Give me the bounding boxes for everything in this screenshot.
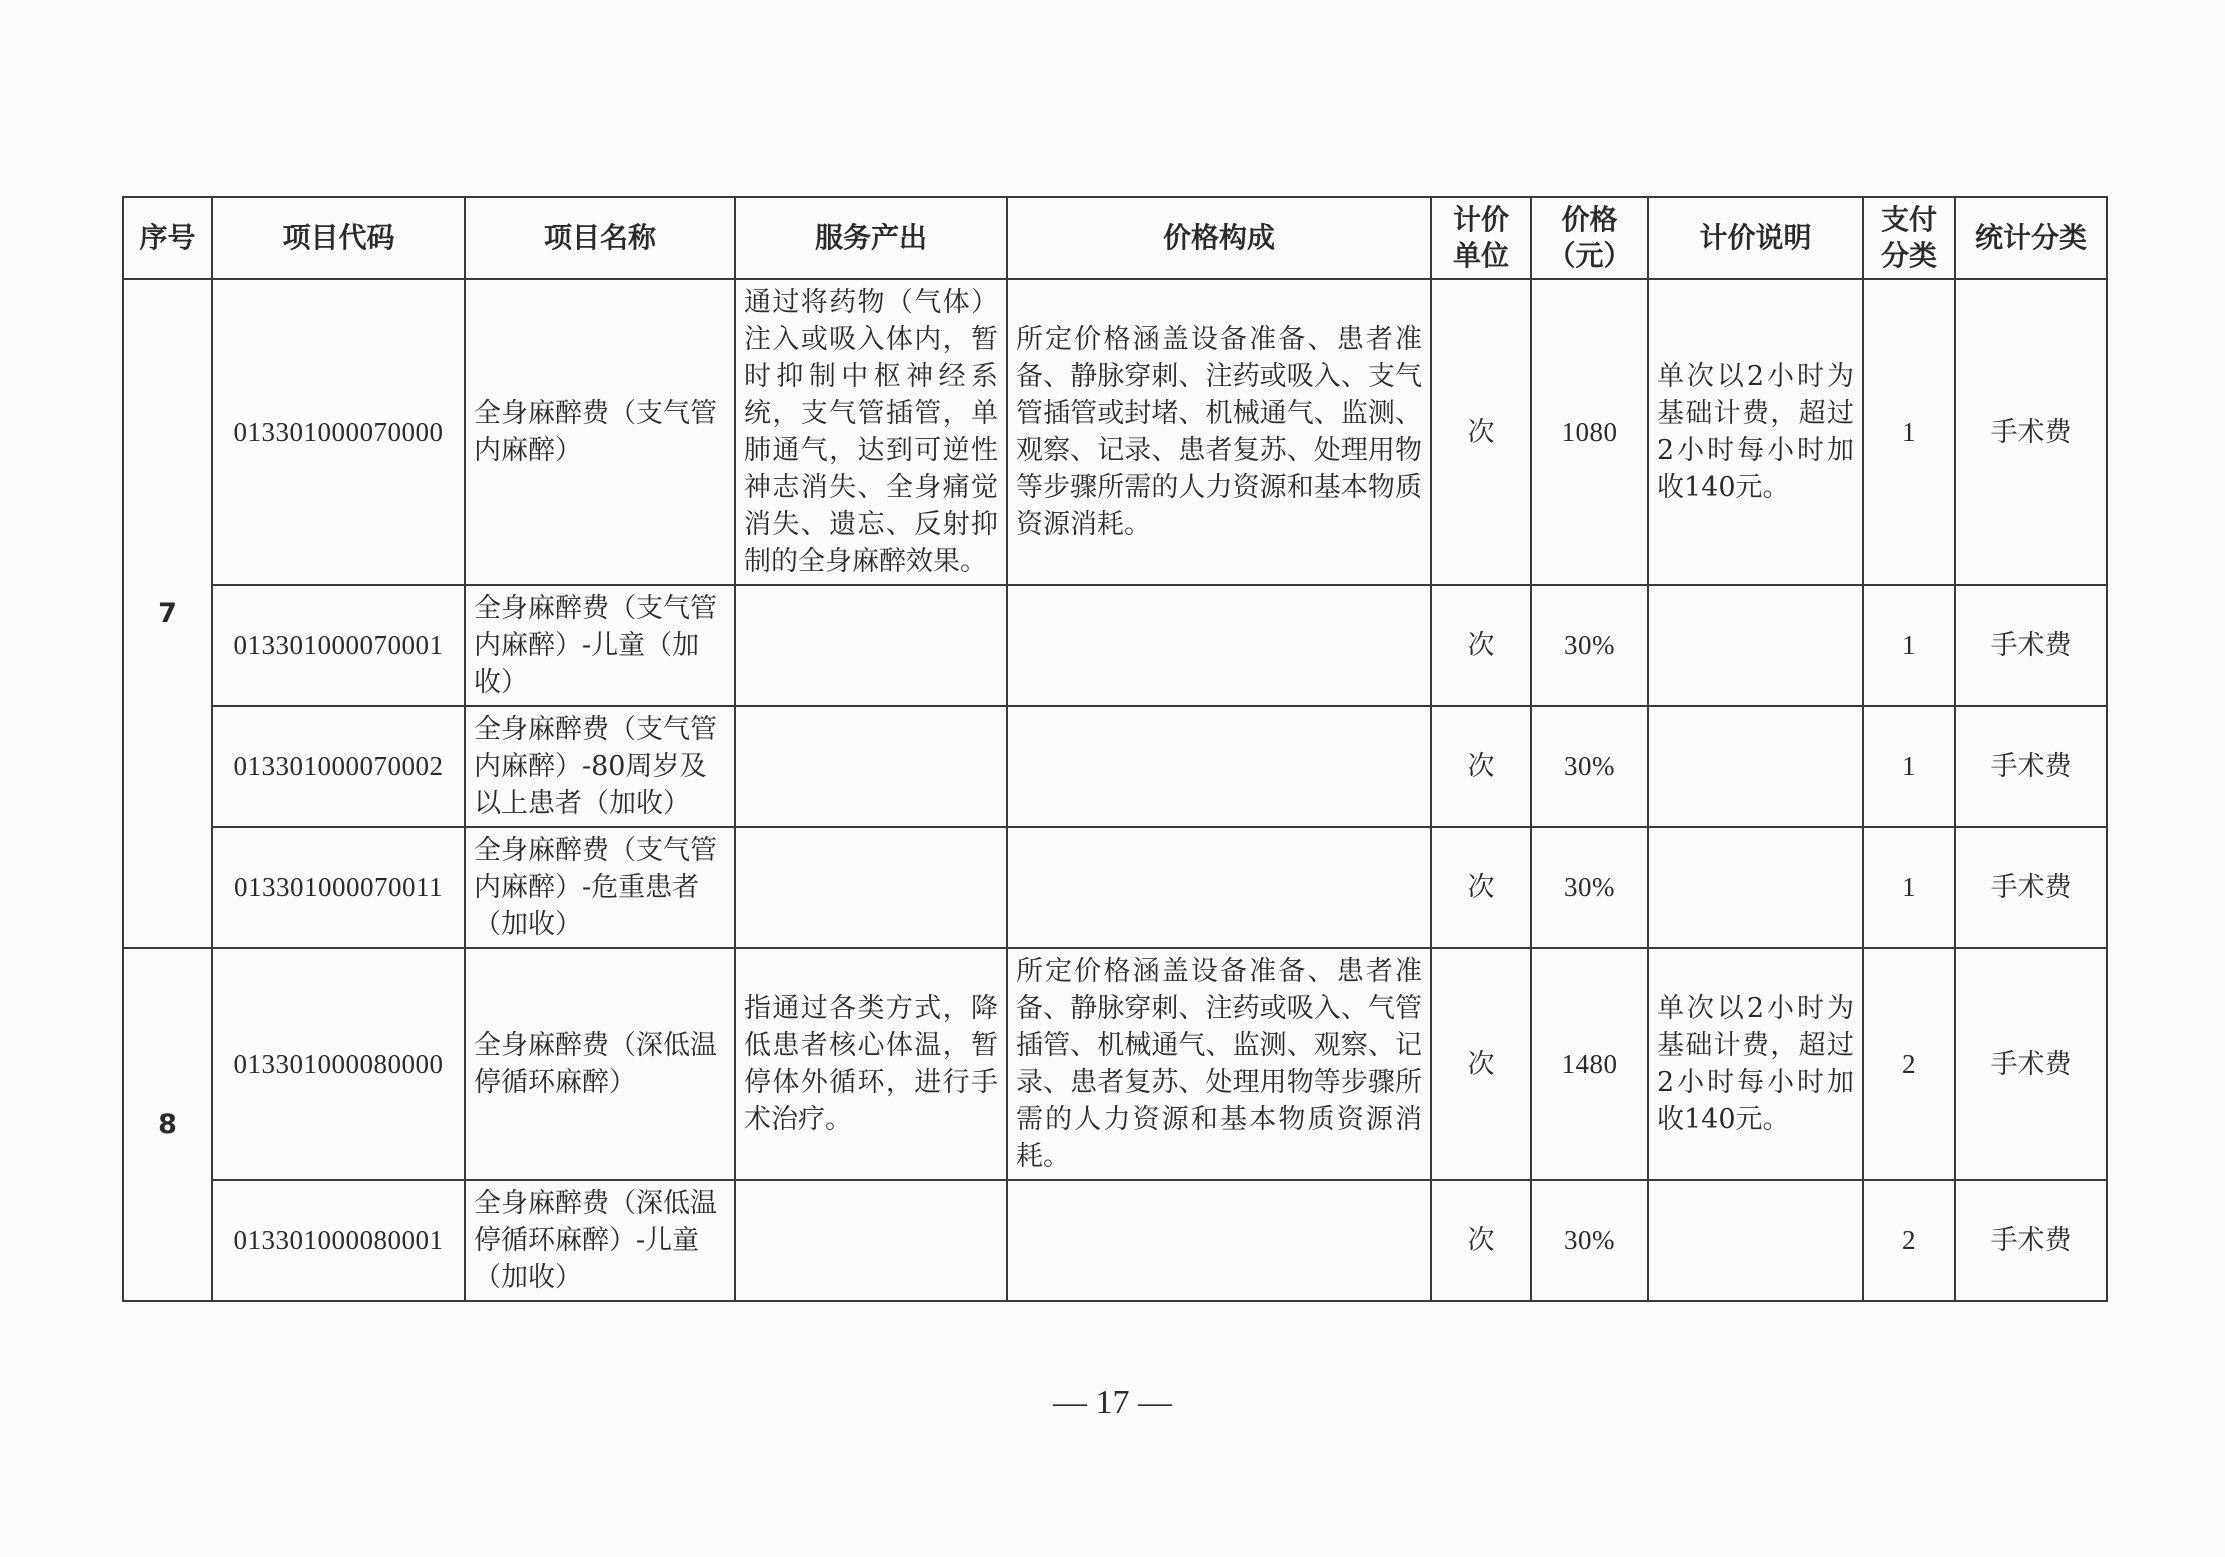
header-pay: [1863, 197, 1955, 279]
header-code: 项目代码: [212, 197, 465, 279]
header-stat: 统计分类: [1955, 197, 2107, 279]
header-price-line1: 价格: [1561, 203, 1618, 236]
stat-cell: 手术费: [1955, 948, 2107, 1180]
header-price-line2: （元）: [1547, 239, 1632, 272]
pay-cell: 2: [1863, 1180, 1955, 1301]
pay-cell: 1: [1863, 827, 1955, 948]
name-cell: 全身麻醉费（支气管内麻醉）-危重患者（加收）: [465, 827, 735, 948]
header-output: 服务产出: [735, 197, 1007, 279]
note-cell: [1648, 827, 1863, 948]
output-cell: [735, 1180, 1007, 1301]
price-cell: 30%: [1531, 706, 1648, 827]
stat-cell: 手术费: [1955, 1180, 2107, 1301]
note-cell: [1648, 706, 1863, 827]
unit-cell: 次: [1431, 827, 1531, 948]
stat-cell: 手术费: [1955, 706, 2107, 827]
page-number: — 17 —: [1053, 1384, 1172, 1421]
table-row: [123, 948, 2107, 1180]
note-cell: 单次以2小时为基础计费，超过2小时每小时加收140元。: [1648, 948, 1863, 1180]
output-cell: [735, 827, 1007, 948]
unit-cell: 次: [1431, 706, 1531, 827]
output-cell: [735, 585, 1007, 706]
code-cell: 013301000070000: [212, 279, 465, 585]
code-cell: 013301000070001: [212, 585, 465, 706]
code-cell: 013301000080000: [212, 948, 465, 1180]
unit-cell: 次: [1431, 948, 1531, 1180]
code-cell: 013301000080001: [212, 1180, 465, 1301]
header-seq: 序号: [123, 197, 212, 279]
seq-cell: 7: [123, 279, 212, 948]
pay-cell: 1: [1863, 279, 1955, 585]
name-cell: 全身麻醉费（深低温停循环麻醉）-儿童（加收）: [465, 1180, 735, 1301]
header-composition: 价格构成: [1007, 197, 1431, 279]
name-cell: 全身麻醉费（支气管内麻醉）: [465, 279, 735, 585]
header-unit: [1431, 197, 1531, 279]
header-note: 计价说明: [1648, 197, 1863, 279]
composition-cell: 所定价格涵盖设备准备、患者准备、静脉穿刺、注药或吸入、支气管插管或封堵、机械通气、监测、观察、记录、患者复苏、处理用物等步骤所需的人力资源和基本物质资源消耗。: [1007, 279, 1431, 585]
header-unit-line1: 计价: [1452, 203, 1509, 236]
table-row: [123, 827, 2107, 948]
composition-cell: [1007, 1180, 1431, 1301]
unit-cell: 次: [1431, 1180, 1531, 1301]
output-cell: [735, 706, 1007, 827]
header-unit-line2: 单位: [1452, 239, 1509, 272]
output-cell: 通过将药物（气体）注入或吸入体内，暂时抑制中枢神经系统，支气管插管，单肺通气，达到可逆性神志消失、全身痛觉消失、遗忘、反射抑制的全身麻醉效果。: [735, 279, 1007, 585]
code-cell: 013301000070002: [212, 706, 465, 827]
header-price: [1531, 197, 1648, 279]
composition-cell: [1007, 585, 1431, 706]
pay-cell: 1: [1863, 585, 1955, 706]
price-cell: 1080: [1531, 279, 1648, 585]
note-cell: [1648, 1180, 1863, 1301]
name-cell: 全身麻醉费（支气管内麻醉）-儿童（加收）: [465, 585, 735, 706]
price-cell: 30%: [1531, 827, 1648, 948]
pay-cell: 1: [1863, 706, 1955, 827]
unit-cell: 次: [1431, 279, 1531, 585]
output-cell: 指通过各类方式，降低患者核心体温，暂停体外循环，进行手术治疗。: [735, 948, 1007, 1180]
table-row: [123, 706, 2107, 827]
header-name: 项目名称: [465, 197, 735, 279]
price-cell: 30%: [1531, 585, 1648, 706]
header-pay-line1: 支付: [1880, 203, 1937, 236]
seq-cell: 8: [123, 948, 212, 1301]
note-cell: 单次以2小时为基础计费，超过2小时每小时加收140元。: [1648, 279, 1863, 585]
stat-cell: 手术费: [1955, 585, 2107, 706]
table-row: [123, 585, 2107, 706]
name-cell: 全身麻醉费（支气管内麻醉）-80周岁及以上患者（加收）: [465, 706, 735, 827]
header-pay-line2: 分类: [1880, 239, 1937, 272]
table-row: [123, 279, 2107, 585]
table-header-row: [123, 197, 2107, 279]
name-cell: 全身麻醉费（深低温停循环麻醉）: [465, 948, 735, 1180]
table-row: [123, 1180, 2107, 1301]
price-cell: 30%: [1531, 1180, 1648, 1301]
price-cell: 1480: [1531, 948, 1648, 1180]
code-cell: 013301000070011: [212, 827, 465, 948]
note-cell: [1648, 585, 1863, 706]
pay-cell: 2: [1863, 948, 1955, 1180]
stat-cell: 手术费: [1955, 279, 2107, 585]
composition-cell: [1007, 827, 1431, 948]
composition-cell: [1007, 706, 1431, 827]
composition-cell: 所定价格涵盖设备准备、患者准备、静脉穿刺、注药或吸入、气管插管、机械通气、监测、观察、记录、患者复苏、处理用物等步骤所需的人力资源和基本物质资源消耗。: [1007, 948, 1431, 1180]
stat-cell: 手术费: [1955, 827, 2107, 948]
price-table: [122, 196, 2108, 1302]
unit-cell: 次: [1431, 585, 1531, 706]
